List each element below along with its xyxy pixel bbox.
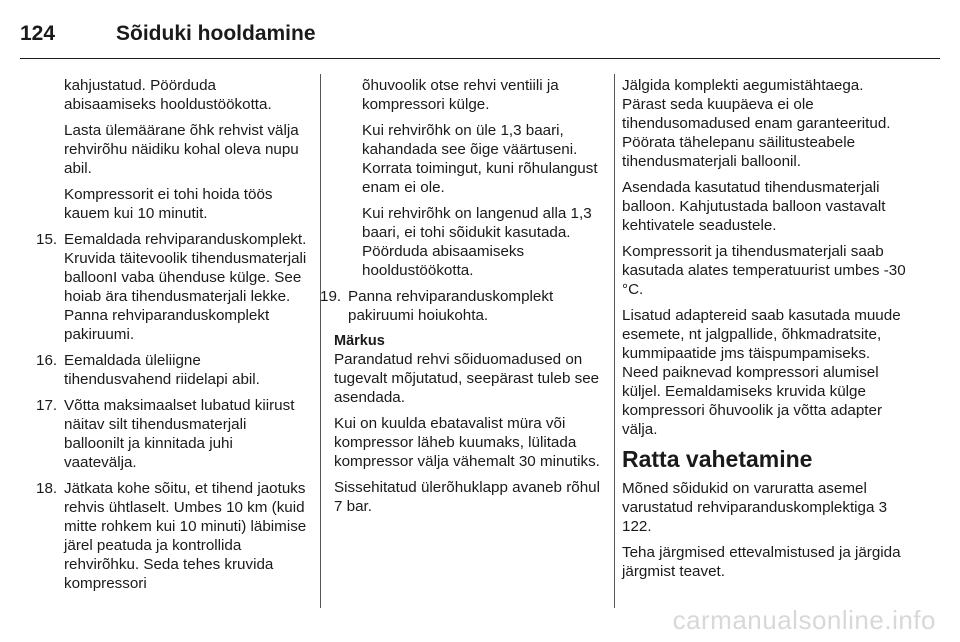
column-3 (622, 76, 908, 588)
list-item-number: 15. (36, 231, 58, 248)
list-item-text: Eemaldada rehviparanduskomplekt. Kruvida täitevoolik tihendusmaterjali balloonI vaba ühenduse külge. See hoiab ära tihendusmaterjali lekke. Panna rehviparanduskomplekt pakiruumi. (64, 231, 307, 343)
paragraph: Kompressorit ja tihendusmaterjali saab kasutada alates temperatuurist umbes -30 °C. (622, 243, 906, 298)
list-item (36, 230, 308, 344)
list-item (36, 479, 308, 593)
paragraph: Kui rehvirõhk on üle 1,3 baari, kahandada see õige väärtuseni. Korrata toimingut, kuni rõhulangust enam ei ole. (362, 122, 598, 196)
paragraph: õhuvoolik otse rehvi ventiili ja kompressori külge. (362, 77, 559, 113)
list-item-number: 18. (36, 480, 58, 497)
note-paragraph: Parandatud rehvi sõiduomadused on tugevalt mõjutatud, seepärast tuleb see asendada. (334, 351, 600, 406)
list-item-text: Panna rehviparanduskomplekt pakiruumi hoiukohta. (348, 288, 554, 324)
paragraph: Teha järgmised ettevalmistused ja järgida järgmist teavet. (622, 544, 901, 580)
list-item-text: Eemaldada üleliigne tihendusvahend riidelapi abil. (64, 352, 260, 388)
page-header (20, 16, 940, 52)
paragraph: Lisatud adaptereid saab kasutada muude esemete, nt jalgpallide, õhkmadratsite, kummipaatide jms täispumpamiseks. Need paiknevad kompressori alumisel küljel. Eemaldamiseks kruvida külge kompressori õhuvoolik ja võtta adapter välja. (622, 307, 901, 438)
list-item-number: 17. (36, 397, 58, 414)
list-item-text: Võtta maksimaalset lubatud kiirust näitav silt tihendusmaterjali balloonilt ja kinnitada juhi vaatevälja. (64, 397, 295, 471)
list-item (36, 396, 308, 472)
note-paragraph: Sissehitatud ülerõhuklapp avaneb rõhul 7 bar. (334, 479, 600, 515)
watermark: carmanualsonline.info (672, 605, 936, 635)
paragraph: Jälgida komplekti aegumistähtaega. Pärast seda kuupäeva ei ole tihendusomadused enam garanteeritud. Pöörata tähelepanu säilitusteabele tihendusmaterjali balloonil. (622, 77, 891, 170)
note-paragraph: Kui on kuulda ebatavalist müra või kompressor läheb kuumaks, lülitada kompressor välja vähemalt 30 minutiks. (334, 415, 600, 470)
paragraph: Lasta ülemäärane õhk rehvist välja rehvirõhu näidiku kohal oleva nupu abil. (64, 122, 299, 177)
paragraph: Kui rehvirõhk on langenud alla 1,3 baari, ei tohi sõidukit kasutada. Pöörduda abisaamiseks hooldustöökotta. (362, 205, 592, 279)
list-item-text: Jätkata kohe sõitu, et tihend jaotuks rehvis ühtlaselt. Umbes 10 km (kuid mitte rohkem kui 10 minuti) läbimise järel peatuda ja kontrollida rehvirõhku. Seda tehes kruvida kompressori (64, 480, 307, 592)
note-label: Märkus (334, 333, 385, 349)
header-divider (20, 58, 940, 59)
page-number: 124 (20, 22, 56, 45)
paragraph: Mõned sõidukid on varuratta asemel varustatud rehviparanduskomplektiga 3 122. (622, 480, 888, 535)
list-item-number: 19. (320, 288, 342, 305)
list-item (36, 351, 308, 389)
paragraph: kahjustatud. Pöörduda abisaamiseks hooldustöökotta. (64, 77, 272, 113)
column-divider (320, 74, 321, 608)
list-item-number: 16. (36, 352, 58, 369)
column-1 (36, 76, 308, 600)
paragraph: Kompressorit ei tohi hoida töös kauem kui 10 minutit. (64, 186, 273, 222)
paragraph: Asendada kasutatud tihendusmaterjali balloon. Kahjutustada balloon vastavalt kehtivatele seadustele. (622, 179, 886, 234)
column-2 (320, 76, 606, 523)
list-item (320, 287, 606, 325)
column-divider (614, 74, 615, 608)
section-heading: Ratta vahetamine (622, 446, 813, 472)
chapter-title: Sõiduki hooldamine (116, 22, 316, 45)
